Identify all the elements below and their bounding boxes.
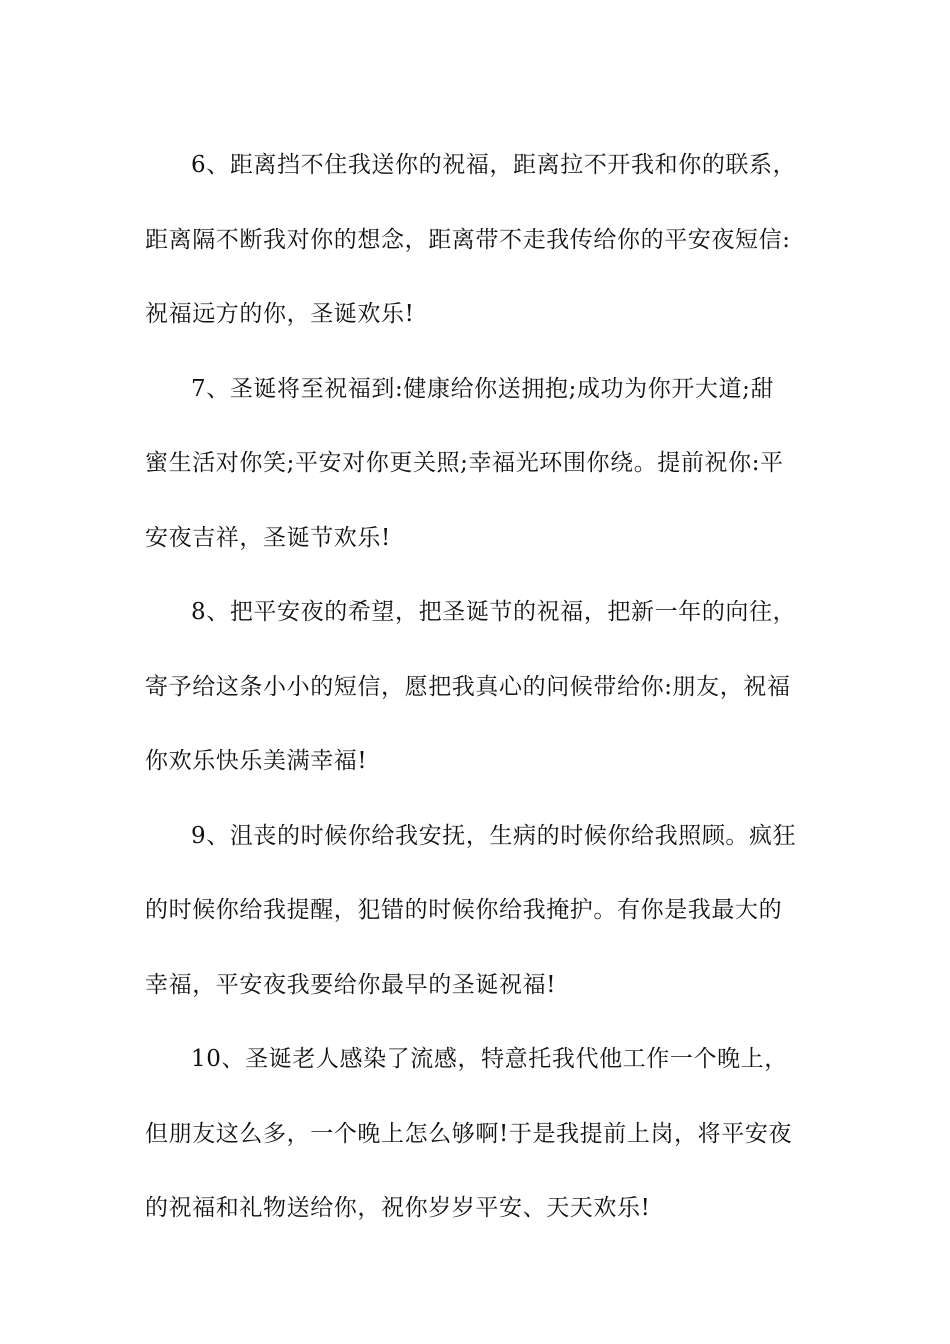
- paragraph-line: 8、把平安夜的希望，把圣诞节的祝福，把新一年的向往，: [191, 599, 797, 625]
- paragraph-9: [145, 799, 807, 1023]
- paragraph-line: 你欢乐快乐美满幸福!: [145, 748, 368, 774]
- document-body: [145, 128, 807, 1246]
- paragraph-10: [145, 1022, 807, 1246]
- paragraph-8: [145, 575, 807, 799]
- paragraph-line: 寄予给这条小小的短信，愿把我真心的问候带给你:朋友，祝福: [145, 673, 791, 700]
- paragraph-6: [145, 128, 807, 352]
- paragraph-line: 9、沮丧的时候你给我安抚，生病的时候你给我照顾。疯狂: [191, 822, 797, 849]
- paragraph-line: 祝福远方的你，圣诞欢乐!: [145, 301, 415, 327]
- paragraph-line: 10、圣诞老人感染了流感，特意托我代他工作一个晚上，: [191, 1046, 788, 1072]
- paragraph-line: 7、圣诞将至祝福到:健康给你送拥抱;成功为你开大道;甜: [191, 375, 775, 402]
- paragraph-line: 的祝福和礼物送给你，祝你岁岁平安、天天欢乐!: [145, 1195, 651, 1221]
- paragraph-line: 距离隔不断我对你的想念，距离带不走我传给你的平安夜短信:: [145, 226, 791, 253]
- paragraph-line: 的时候你给我提醒，犯错的时候你给我掩护。有你是我最大的: [145, 897, 783, 923]
- paragraph-line: 幸福，平安夜我要给你最早的圣诞祝福!: [145, 971, 557, 998]
- paragraph-line: 安夜吉祥，圣诞节欢乐!: [145, 524, 391, 551]
- paragraph-line: 6、距离挡不住我送你的祝福，距离拉不开我和你的联系，: [191, 152, 797, 178]
- paragraph-line: 蜜生活对你笑;平安对你更关照;幸福光环围你绕。提前祝你:平: [145, 450, 784, 476]
- paragraph-7: [145, 352, 807, 576]
- paragraph-line: 但朋友这么多，一个晚上怎么够啊!于是我提前上岗，将平安夜: [145, 1120, 793, 1147]
